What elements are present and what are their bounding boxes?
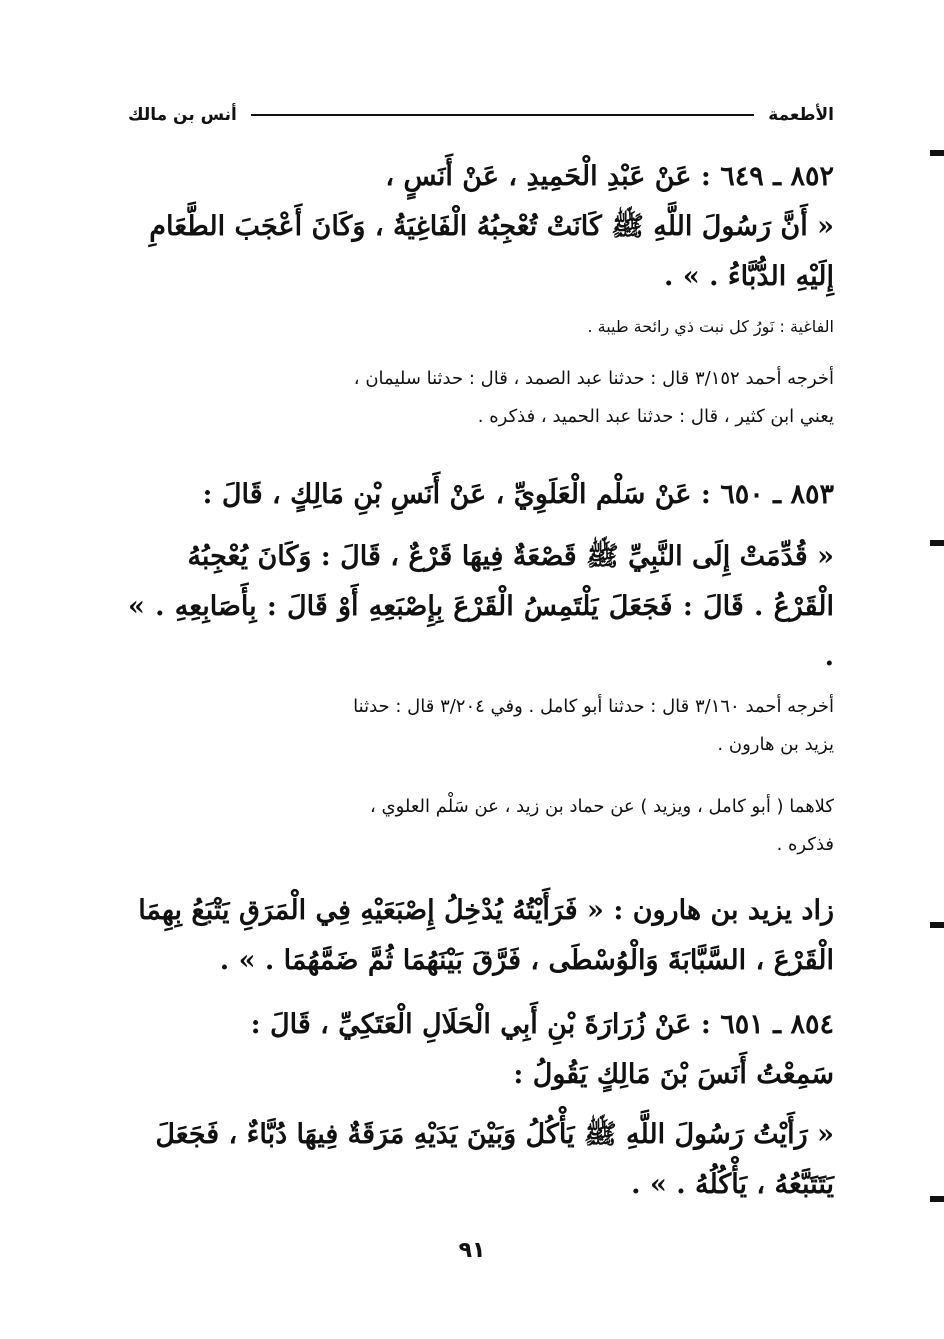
hadith-line: الْقَرْعُ . قَالَ : فَجَعَلَ يَلْتَمِسُ الْقَرْعَ بِإِصْبَعِهِ أَوْ قَالَ : بِأَصَابِعِهِ . » . <box>128 591 834 672</box>
hadith-line: ٨٥٢ ـ ٦٤٩ : عَنْ عَبْدِ الْحَمِيدِ ، عَنْ أَنَسٍ ، <box>385 161 834 192</box>
hadith-852 <box>128 152 834 302</box>
hadith-line: زاد يزيد بن هارون : « فَرَأَيْتُهُ يُدْخِلُ إِصْبَعَيْهِ فِي الْمَرَقِ يَتْبَعُ بِهِمَا <box>138 895 834 926</box>
takhrij-852 <box>128 360 834 436</box>
chapter-title: الأطعمة <box>768 105 834 125</box>
hadith-854 <box>128 1000 834 1210</box>
hadith-line: إِلَيْهِ الدُّبَّاءُ . » . <box>664 261 834 292</box>
note-line: يعني ابن كثير ، قال : حدثنا عبد الحميد ، فذكره . <box>477 406 834 427</box>
section-title: أنس بن مالك <box>128 105 237 125</box>
edge-mark <box>930 922 944 928</box>
note-line: يزيد بن هارون . <box>717 734 834 755</box>
gloss-note: الفاغية : نَورُ كل نبت ذي رائحة طيبة . <box>587 317 834 336</box>
takhrij-853 <box>128 688 834 764</box>
note-line: أخرجه أحمد ٣/١٥٢ قال : حدثنا عبد الصمد ، قال : حدثنا سليمان ، <box>353 368 834 389</box>
hadith-line: يَتَتَبَّعُهُ ، يَأْكُلُهُ . » . <box>631 1169 834 1200</box>
running-header <box>128 100 834 130</box>
hadith-line: « رَأَيْتُ رَسُولَ اللَّهِ ﷺ يَأْكُلُ وَبَيْنَ يَدَيْهِ مَرَقَةٌ فِيهَا دُبَّاءٌ ، فَجَعَلَ <box>155 1119 834 1150</box>
note-line: فذكره . <box>776 834 834 855</box>
edge-mark <box>930 540 944 546</box>
note-line: كلاهما ( أبو كامل ، ويزيد ) عن حماد بن زيد ، عن سَلْم العلوي ، <box>369 796 834 817</box>
hadith-line: الْقَرْعَ ، السَّبَّابَةَ وَالْوُسْطَى ، فَرَّقَ بَيْنَهُمَا ثُمَّ ضَمَّهُمَا . » . <box>219 945 834 976</box>
page-number: ٩١ <box>458 1238 486 1263</box>
ziyada-addition <box>128 886 834 986</box>
hadith-line: ٨٥٤ ـ ٦٥١ : عَنْ زُرَارَةَ بْنِ أَبِي الْحَلَالِ الْعَتَكِيِّ ، قَالَ : <box>250 1009 834 1040</box>
header-rule <box>251 114 754 116</box>
hadith-line: ٨٥٣ ـ ٦٥٠ : عَنْ سَلْم الْعَلَوِيِّ ، عَنْ أَنَسِ بْنِ مَالِكٍ ، قَالَ : <box>202 479 834 510</box>
takhrij-853-chain <box>128 788 834 864</box>
hadith-853 <box>128 470 834 682</box>
hadith-line: « أَنَّ رَسُولَ اللَّهِ ﷺ كَانَتْ تُعْجِبُهُ الْفَاغِيَةُ ، وَكَانَ أَعْجَبَ الطَّعَامِ <box>149 211 834 242</box>
hadith-line: سَمِعْتُ أَنَسَ بْنَ مَالِكٍ يَقُولُ : <box>513 1059 834 1090</box>
edge-mark <box>930 150 944 156</box>
edge-mark <box>930 1196 944 1202</box>
note-line: أخرجه أحمد ٣/١٦٠ قال : حدثنا أبو كامل . وفي ٣/٢٠٤ قال : حدثنا <box>353 696 834 717</box>
hadith-line: « قُدِّمَتْ إِلَى النَّبِيِّ ﷺ قَصْعَةٌ فِيهَا قَرْعٌ ، قَالَ : وَكَانَ يُعْجِبُهُ <box>187 541 834 572</box>
